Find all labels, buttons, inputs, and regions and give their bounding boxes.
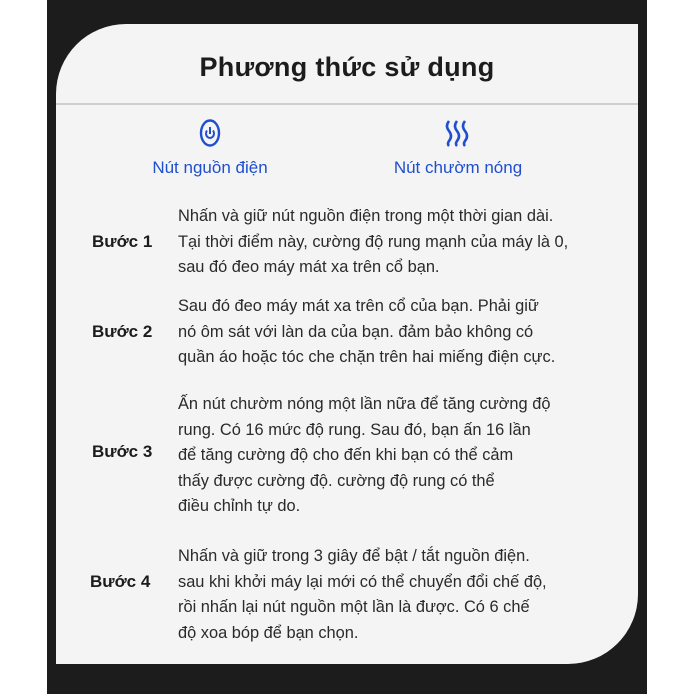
step-1-line: Tại thời điểm này, cường độ rung mạnh của máy là 0, bbox=[178, 232, 569, 251]
step-4-line: độ xoa bóp để bạn chọn. bbox=[178, 623, 359, 642]
step-2-text bbox=[178, 294, 618, 371]
step-3-line: điều chỉnh tự do. bbox=[178, 497, 301, 515]
step-2-line: quần áo hoặc tóc che chặn trên hai miếng điện cực. bbox=[178, 348, 556, 366]
step-2-label: Bước 2 bbox=[92, 322, 153, 341]
step-3-line: Ấn nút chườm nóng một lần nữa để tăng cường độ bbox=[178, 395, 551, 413]
step-1-text bbox=[178, 204, 618, 281]
step-1-line: Nhấn và giữ nút nguồn điện trong một thời gian dài. bbox=[178, 207, 554, 225]
step-4-line: rồi nhấn lại nút nguồn một lần là được. Có 6 chế bbox=[178, 598, 530, 616]
step-4-line: Nhấn và giữ trong 3 giây để bật / tắt nguồn điện. bbox=[178, 547, 530, 565]
step-2-line: nó ôm sát với làn da của bạn. đảm bảo không có bbox=[178, 322, 534, 341]
heat-button-label: Nút chườm nóng bbox=[393, 158, 523, 177]
power-button-legend bbox=[130, 118, 290, 178]
step-3-line: rung. Có 16 mức độ rung. Sau đó, bạn ấn 16 lần bbox=[178, 420, 531, 439]
heat-button-legend bbox=[378, 118, 538, 178]
step-3-label: Bước 3 bbox=[92, 442, 153, 461]
step-3-line: thấy được cường độ. cường độ rung có thể bbox=[178, 471, 495, 490]
page-title: Phương thức sử dụng bbox=[199, 52, 495, 82]
title-divider bbox=[56, 103, 638, 105]
heat-waves-icon bbox=[444, 118, 472, 148]
step-4-text bbox=[178, 544, 618, 646]
step-4-line: sau khi khởi máy lại mới có thể chuyển đổi chế độ, bbox=[178, 572, 547, 591]
step-1-label: Bước 1 bbox=[92, 232, 153, 251]
power-button-label: Nút nguồn điện bbox=[152, 158, 268, 177]
step-4-label: Bước 4 bbox=[90, 572, 151, 591]
power-button-icon bbox=[199, 118, 221, 148]
step-3-line: để tăng cường độ cho đến khi bạn có thể cảm bbox=[178, 446, 514, 464]
step-1-line: sau đó đeo máy mát xa trên cổ bạn. bbox=[178, 258, 440, 276]
step-2-line: Sau đó đeo máy mát xa trên cổ của bạn. Phải giữ bbox=[178, 297, 539, 315]
step-3-text bbox=[178, 392, 618, 520]
